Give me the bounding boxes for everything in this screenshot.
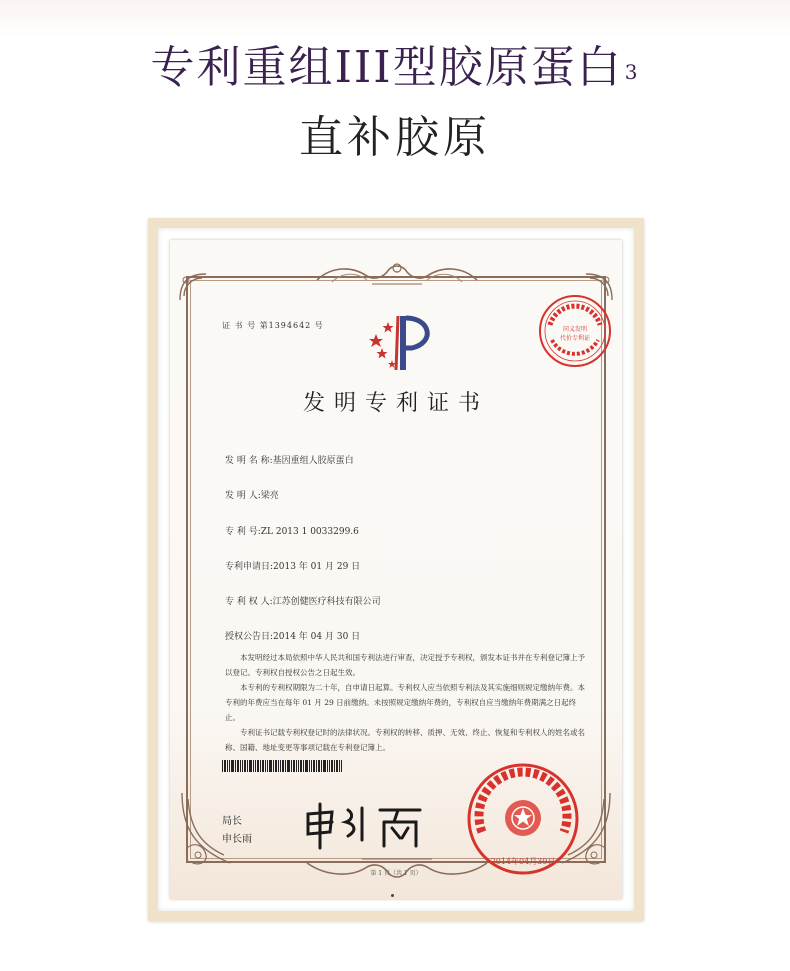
director-name: 申长雨 [222, 834, 252, 845]
field-label: 发 明 人: [225, 491, 261, 501]
corner-ornament-icon [176, 270, 212, 306]
patent-office-logo-icon [368, 312, 438, 374]
field-label: 发 明 名 称: [225, 456, 273, 466]
page-headline [0, 38, 790, 98]
field-label: 专利申请日: [225, 562, 274, 572]
top-ornament-icon [312, 258, 482, 288]
field-value: ZL 2013 1 0033299.6 [260, 527, 359, 537]
headline-title: 专利重组III型胶原蛋白 [150, 42, 623, 93]
field-value: 基因重组人胶原蛋白 [272, 456, 354, 466]
body-paragraph: 专利证书记载专利权登记时的法律状况。专利权的转移、质押、无效、终止、恢复和专利权人的姓名或名称、国籍、地址变更等事项记载在专利登记簿上。 [225, 728, 585, 752]
agency-stamp [536, 292, 614, 370]
certificate-title: 发明专利证书 [302, 391, 489, 416]
body-paragraph: 本专利的专利权期限为二十年，自申请日起算。专利权人应当依照专利法及其实施细则规定缴纳年费。本专利的年费应当在每年 01 月 29 日前缴纳。未按照规定缴纳年费的，专利权自应当缴纳年费期满之日起终止。 [225, 683, 585, 722]
stamp-bottom-text: 代价专利证 [559, 335, 591, 342]
field-value: 江苏创健医疗科技有限公司 [272, 597, 381, 607]
frame-mat [158, 228, 634, 911]
field-value: 梁亮 [260, 491, 279, 501]
headline-superscript: 3 [624, 60, 640, 84]
field-value: 2013 年 01 月 29 日 [273, 562, 361, 572]
field-application-date [225, 559, 360, 572]
patent-certificate [170, 240, 622, 899]
field-label: 授权公告日: [225, 632, 274, 642]
national-seal [464, 760, 582, 878]
stamp-mid-text: 同义发明 [562, 326, 588, 333]
director-signature [302, 800, 432, 850]
field-patentee [225, 594, 381, 607]
certificate-frame [148, 218, 644, 921]
certificate-number: 证 书 号 第1394642 号 [222, 321, 324, 330]
page-subtitle: 直补胶原 [299, 112, 491, 163]
field-inventor [225, 488, 279, 501]
decorative-dot [391, 894, 394, 897]
field-patent-number [225, 524, 359, 537]
field-label: 专 利 号: [225, 527, 261, 537]
field-grant-date [225, 629, 360, 642]
seal-date: 2014年04月30日 [490, 857, 556, 866]
certificate-body [225, 650, 587, 755]
corner-ornament-icon [176, 789, 236, 869]
field-invention-name [225, 453, 354, 466]
page-footer: 第 1 页（共 1 页） [370, 870, 422, 877]
field-label: 专 利 权 人: [225, 597, 273, 607]
director-title: 局长 [222, 816, 242, 827]
barcode [222, 760, 342, 772]
field-value: 2014 年 04 月 30 日 [273, 632, 361, 642]
body-paragraph: 本发明经过本局依照中华人民共和国专利法进行审查，决定授予专利权，颁发本证书并在专利登记簿上予以登记。专利权自授权公告之日起生效。 [225, 653, 585, 677]
